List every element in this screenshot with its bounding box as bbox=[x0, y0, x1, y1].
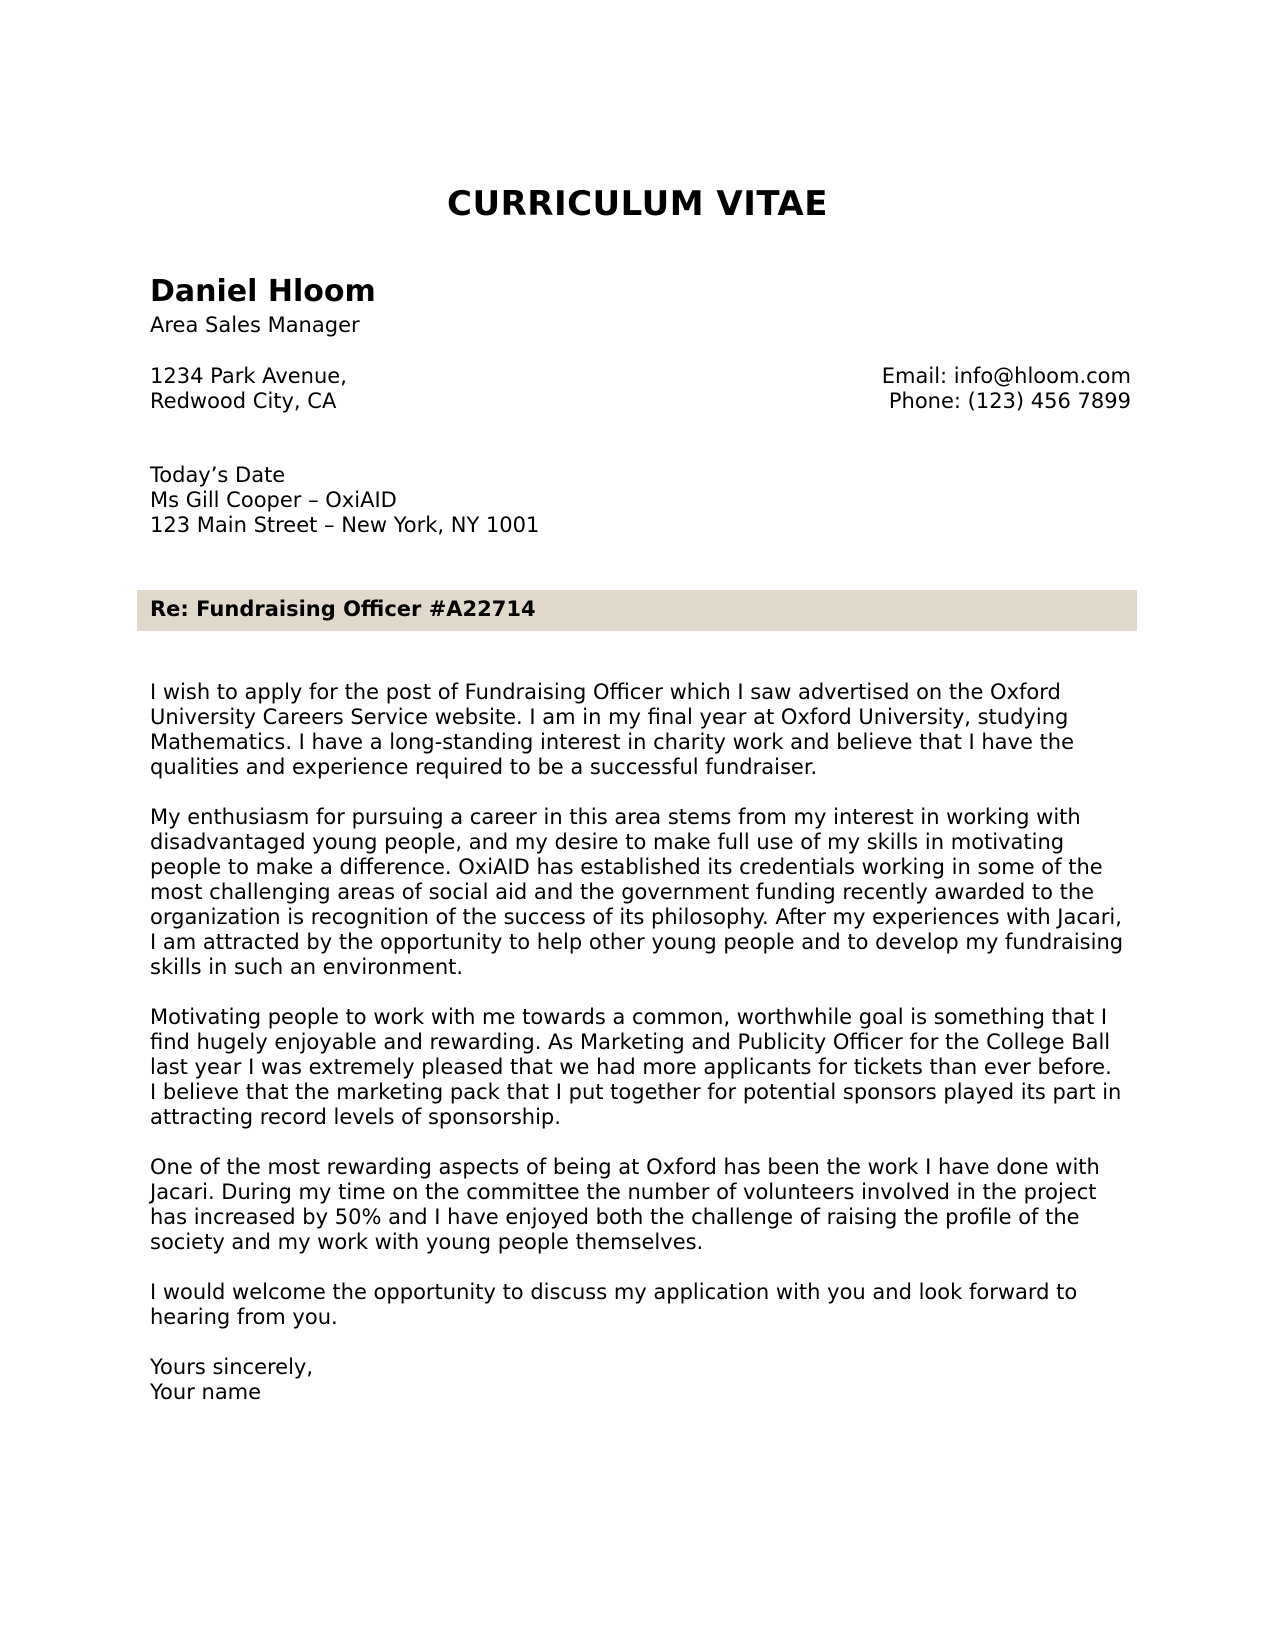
recipient-name-line: Ms Gill Cooper – OxiAID bbox=[150, 488, 397, 512]
paragraph-line: society and my work with young people themselves. bbox=[150, 1230, 704, 1254]
sender-contact bbox=[882, 364, 1131, 414]
paragraph-line: organization is recognition of the success of its philosophy. After my experiences with Jacari, bbox=[150, 905, 1122, 929]
paragraph-line: most challenging areas of social aid and the government funding recently awarded to the bbox=[150, 880, 1095, 904]
paragraph-line: I am attracted by the opportunity to help other young people and to develop my fundraising bbox=[150, 930, 1124, 954]
paragraph-line: Mathematics. I have a long-standing interest in charity work and believe that I have the bbox=[150, 730, 1075, 754]
paragraph-line: skills in such an environment. bbox=[150, 955, 464, 979]
address-line: Redwood City, CA bbox=[150, 389, 337, 413]
paragraph-line: has increased by 50% and I have enjoyed both the challenge of raising the profile of the bbox=[150, 1205, 1080, 1229]
recipient-address-line: 123 Main Street – New York, NY 1001 bbox=[150, 513, 540, 537]
paragraph-line: I wish to apply for the post of Fundraising Officer which I saw advertised on the Oxford bbox=[150, 680, 1061, 704]
address-line: 1234 Park Avenue, bbox=[150, 364, 347, 388]
paragraph-line: I believe that the marketing pack that I put together for potential sponsors played its part in bbox=[150, 1080, 1122, 1104]
subject-line: Re: Fundraising Officer #A22714 bbox=[150, 597, 536, 621]
paragraph-line: My enthusiasm for pursuing a career in this area stems from my interest in working with bbox=[150, 805, 1081, 829]
paragraph-line: Motivating people to work with me towards a common, worthwhile goal is something that I bbox=[150, 1005, 1108, 1029]
paragraph-line: I would welcome the opportunity to discuss my application with you and look forward to bbox=[150, 1280, 1078, 1304]
applicant-job-title: Area Sales Manager bbox=[150, 313, 360, 337]
paragraph-line: One of the most rewarding aspects of being at Oxford has been the work I have done with bbox=[150, 1155, 1100, 1179]
paragraph-line: Your name bbox=[150, 1380, 262, 1404]
document-title: CURRICULUM VITAE bbox=[447, 184, 828, 224]
paragraph-line: find hugely enjoyable and rewarding. As Marketing and Publicity Officer for the College Ball bbox=[150, 1030, 1111, 1054]
paragraph-line: people to make a difference. OxiAID has established its credentials working in some of the bbox=[150, 855, 1103, 879]
paragraph-line: disadvantaged young people, and my desire to make full use of my skills in motivating bbox=[150, 830, 1065, 854]
letter-paragraph bbox=[150, 1280, 1140, 1330]
paragraph-line: University Careers Service website. I am in my final year at Oxford University, studying bbox=[150, 705, 1069, 729]
letter-paragraph bbox=[150, 1155, 1140, 1255]
letter-paragraph bbox=[150, 805, 1140, 980]
paragraph-line: attracting record levels of sponsorship. bbox=[150, 1105, 561, 1129]
letter-body bbox=[150, 680, 1140, 1430]
sender-address bbox=[150, 364, 347, 414]
recipient-block bbox=[150, 463, 539, 538]
paragraph-line: last year I was extremely pleased that we had more applicants for tickets than ever before. bbox=[150, 1055, 1112, 1079]
letter-paragraph bbox=[150, 1355, 1140, 1405]
subject-bar bbox=[137, 590, 1137, 631]
phone-line: Phone: (123) 456 7899 bbox=[888, 389, 1131, 413]
paragraph-line: qualities and experience required to be a successful fundraiser. bbox=[150, 755, 818, 779]
applicant-name: Daniel Hloom bbox=[150, 274, 376, 309]
email-line: Email: info@hloom.com bbox=[881, 364, 1131, 388]
paragraph-line: hearing from you. bbox=[150, 1305, 338, 1329]
letter-paragraph bbox=[150, 680, 1140, 780]
paragraph-line: Jacari. During my time on the committee the number of volunteers involved in the project bbox=[150, 1180, 1097, 1204]
paragraph-line: Yours sincerely, bbox=[150, 1355, 314, 1379]
date-line: Today’s Date bbox=[150, 463, 286, 487]
letter-paragraph bbox=[150, 1005, 1140, 1130]
